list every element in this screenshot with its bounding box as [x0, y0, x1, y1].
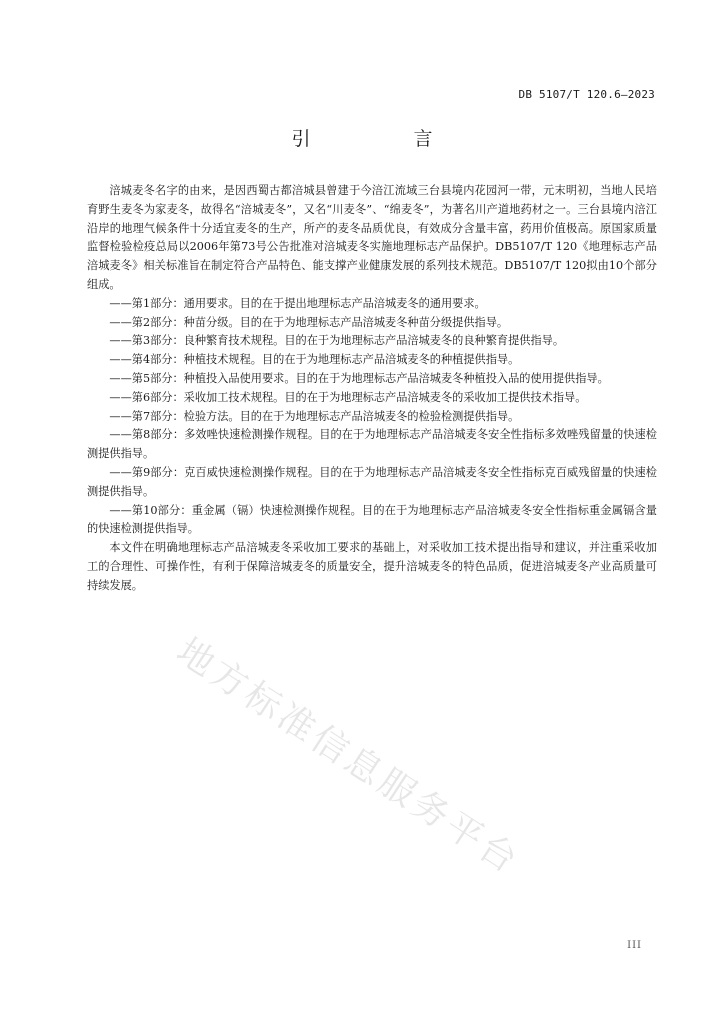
part-list-item: ——第5部分：种植投入品使用要求。目的在于为地理标志产品涪城麦冬种植投入品的使用提供指导。	[109, 371, 609, 385]
part-list-item: ——第8部分：多效唑快速检测操作规程。目的在于为地理标志产品涪城麦冬安全性指标多效唑残留量的快速检测提供指导。	[87, 428, 657, 461]
closing-paragraph: 本文件在明确地理标志产品涪城麦冬采收加工要求的基础上，对采收加工技术提出指导和建议，并注重采收加工的合理性、可操作性，有利于保障涪城麦冬的质量安全，提升涪城麦冬的特色品质，促进涪城麦冬产业高质量可持续发展。	[87, 541, 657, 592]
standard-code: DB 5107/T 120.6—2023	[518, 88, 655, 101]
part-list-item: ——第6部分：采收加工技术规程。目的在于为地理标志产品涪城麦冬的采收加工提供技术指导。	[109, 390, 587, 404]
intro-paragraph: 涪城麦冬名字的由来，是因西蜀古都涪城县曾建于今涪江流域三台县境内花园河一带，元末明初，当地人民培育野生麦冬为家麦冬，故得名“涪城麦冬”，又名“川麦冬”、“绵麦冬”，为著名川产道地药材之一。三台县境内涪江沿岸的地理气候条件十分适宜麦冬的生产，所产的麦冬品质优良，有效成分含量丰富，药用价值极高。原国家质量监督检验检疫总局以2006年第73号公告批准对涪城麦冬实施地理标志产品保护。DB5107/T 120《地理标志产品 涪城麦冬》相关标准旨在制定符合产品特色、能支撑产业健康发展的系列技术规范。DB5107/T 120拟由10个部分组成。	[87, 184, 657, 291]
part-list-item: ——第2部分：种苗分级。目的在于为地理标志产品涪城麦冬种苗分级提供指导。	[109, 315, 509, 329]
page-number: III	[627, 940, 642, 951]
part-list-item: ——第4部分：种植技术规程。目的在于为地理标志产品涪城麦冬的种植提供指导。	[109, 353, 520, 367]
part-list-item: ——第1部分：通用要求。目的在于提出地理标志产品涪城麦冬的通用要求。	[109, 296, 486, 310]
part-list-item: ——第7部分：检验方法。目的在于为地理标志产品涪城麦冬的检验检测提供指导。	[109, 409, 520, 423]
part-list-item: ——第3部分：良种繁育技术规程。目的在于为地理标志产品涪城麦冬的良种繁育提供指导。	[109, 334, 565, 348]
part-list-item: ——第9部分：克百威快速检测操作规程。目的在于为地理标志产品涪城麦冬安全性指标克百威残留量的快速检测提供指导。	[87, 465, 657, 498]
body-text	[87, 182, 657, 596]
watermark: 地方标准信息服务平台	[169, 630, 528, 883]
part-list-item: ——第10部分：重金属（镉）快速检测操作规程。目的在于为地理标志产品涪城麦冬安全性指标重金属镉含量的快速检测提供指导。	[87, 503, 657, 536]
page-title: 引 言	[291, 128, 475, 150]
